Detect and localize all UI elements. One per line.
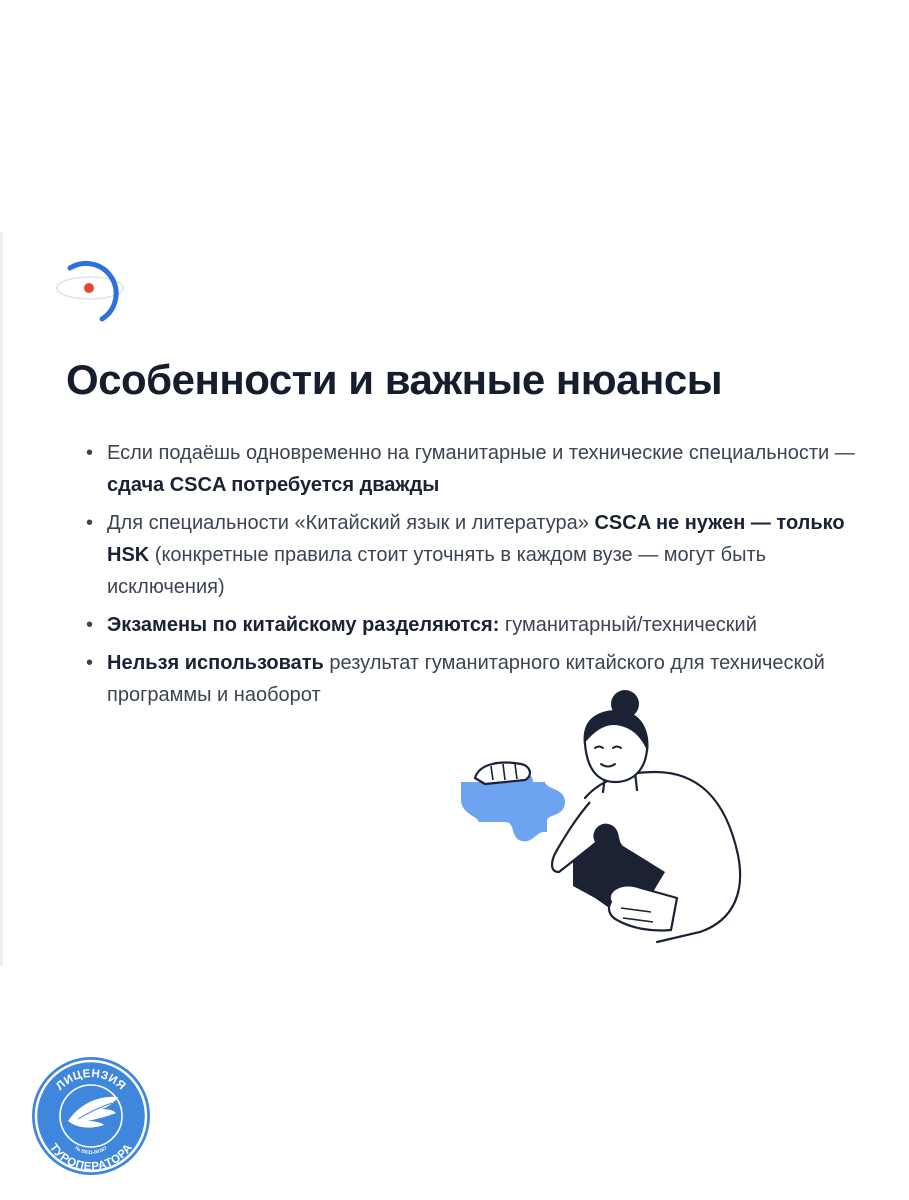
atom-logo-icon: [50, 250, 130, 330]
bullet-text: (конкретные правила стоит уточнять в каждом вузе — могут быть исключения): [107, 544, 767, 598]
bullet-text: Если подаёшь одновременно на гуманитарные и технические специальности —: [107, 442, 855, 464]
bullet-emphasis: Экзамены по китайскому разделяются:: [107, 614, 500, 636]
list-item: [86, 507, 866, 603]
stamp-bottom-text: ТУРОПЕРАТОРА: [46, 1141, 136, 1174]
license-seal-icon: [30, 1055, 152, 1177]
page-title: Особенности и важные нюансы: [66, 356, 723, 403]
bullet-text: гуманитарный/технический: [499, 614, 757, 636]
stamp-top-text: ЛИЦЕНЗИЯ: [54, 1067, 128, 1093]
list-item: [86, 437, 866, 501]
woman-with-puzzle-illustration: [445, 680, 755, 950]
slide-left-edge: [0, 232, 3, 966]
list-item: [86, 609, 866, 641]
bullet-emphasis: Нельзя использовать: [107, 652, 324, 674]
stamp-number: № В031-00167: [73, 1145, 109, 1157]
bullet-text: Для специальности «Китайский язык и литература»: [107, 512, 595, 534]
bullet-text: результат гуманитарного китайского для технической программы и наоборот: [107, 652, 825, 706]
bullet-list: [86, 437, 866, 717]
bullet-emphasis: сдача CSCA потребуется дважды: [107, 474, 440, 496]
bullet-emphasis: CSCA не нужен — только HSK: [107, 512, 845, 566]
